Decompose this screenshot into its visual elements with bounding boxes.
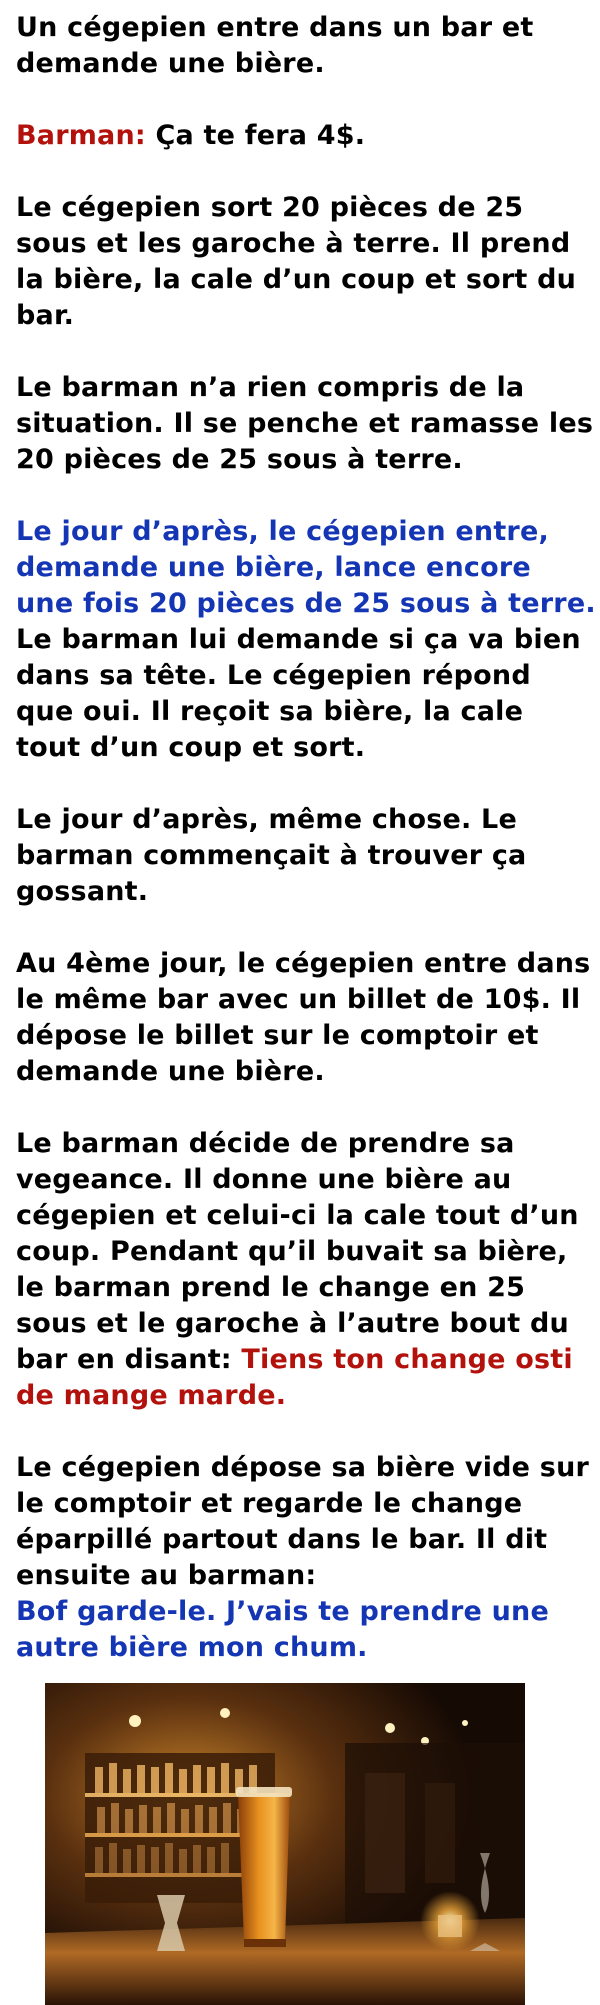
paragraph-5 xyxy=(16,514,596,766)
paragraph-1 xyxy=(16,10,596,82)
paragraph-5-text: Le barman lui demande si ça va bien dans sa tête. Le cégepien répond que oui. Il reçoit sa bière, la cale tout d’un coup et sort. xyxy=(16,624,581,763)
barman-speaker-label: Barman: xyxy=(16,120,146,151)
barman-quote: Tiens ton change osti de mange marde. xyxy=(16,1344,573,1411)
paragraph-6-text: Le jour d’après, même chose. Le barman commençait à trouver ça gossant. xyxy=(16,804,527,907)
paragraph-5-highlight: Le jour d’après, le cégepien entre, demande une bière, lance encore une fois 20 pièces de 25 sous à terre. xyxy=(16,516,596,619)
paragraph-7 xyxy=(16,946,596,1090)
cegepien-quote: Bof garde-le. J’vais te prendre une autre bière mon chum. xyxy=(16,1596,549,1663)
bar-beer-photo xyxy=(45,1683,525,2005)
paragraph-7-text: Au 4ème jour, le cégepien entre dans le même bar avec un billet de 10$. Il dépose le billet sur le comptoir et demande une bière. xyxy=(16,948,591,1087)
paragraph-4 xyxy=(16,370,596,478)
paragraph-8 xyxy=(16,1126,596,1414)
paragraph-6 xyxy=(16,802,596,910)
paragraph-3 xyxy=(16,190,596,334)
paragraph-2 xyxy=(16,118,596,154)
joke-story xyxy=(16,10,596,1666)
barman-line: Ça te fera 4$. xyxy=(145,120,366,151)
paragraph-9-text: Le cégepien dépose sa bière vide sur le comptoir et regarde le change éparpillé partout dans le bar. Il dit ensuite au barman: xyxy=(16,1452,590,1591)
paragraph-4-text: Le barman n’a rien compris de la situation. Il se penche et ramasse les 20 pièces de 25 sous à terre. xyxy=(16,372,594,475)
paragraph-3-text: Le cégepien sort 20 pièces de 25 sous et les garoche à terre. Il prend la bière, la cale d’un coup et sort du bar. xyxy=(16,192,577,331)
paragraph-8-text: Le barman décide de prendre sa vegeance. Il donne une bière au cégepien et celui-ci la cale tout d’un coup. Pendant qu’il buvait sa bière, le barman prend le change en 25 sous et le garoche à l’autre bout du bar en disant: xyxy=(16,1128,579,1375)
paragraph-9 xyxy=(16,1450,596,1666)
paragraph-1-text: Un cégepien entre dans un bar et demande une bière. xyxy=(16,12,534,79)
